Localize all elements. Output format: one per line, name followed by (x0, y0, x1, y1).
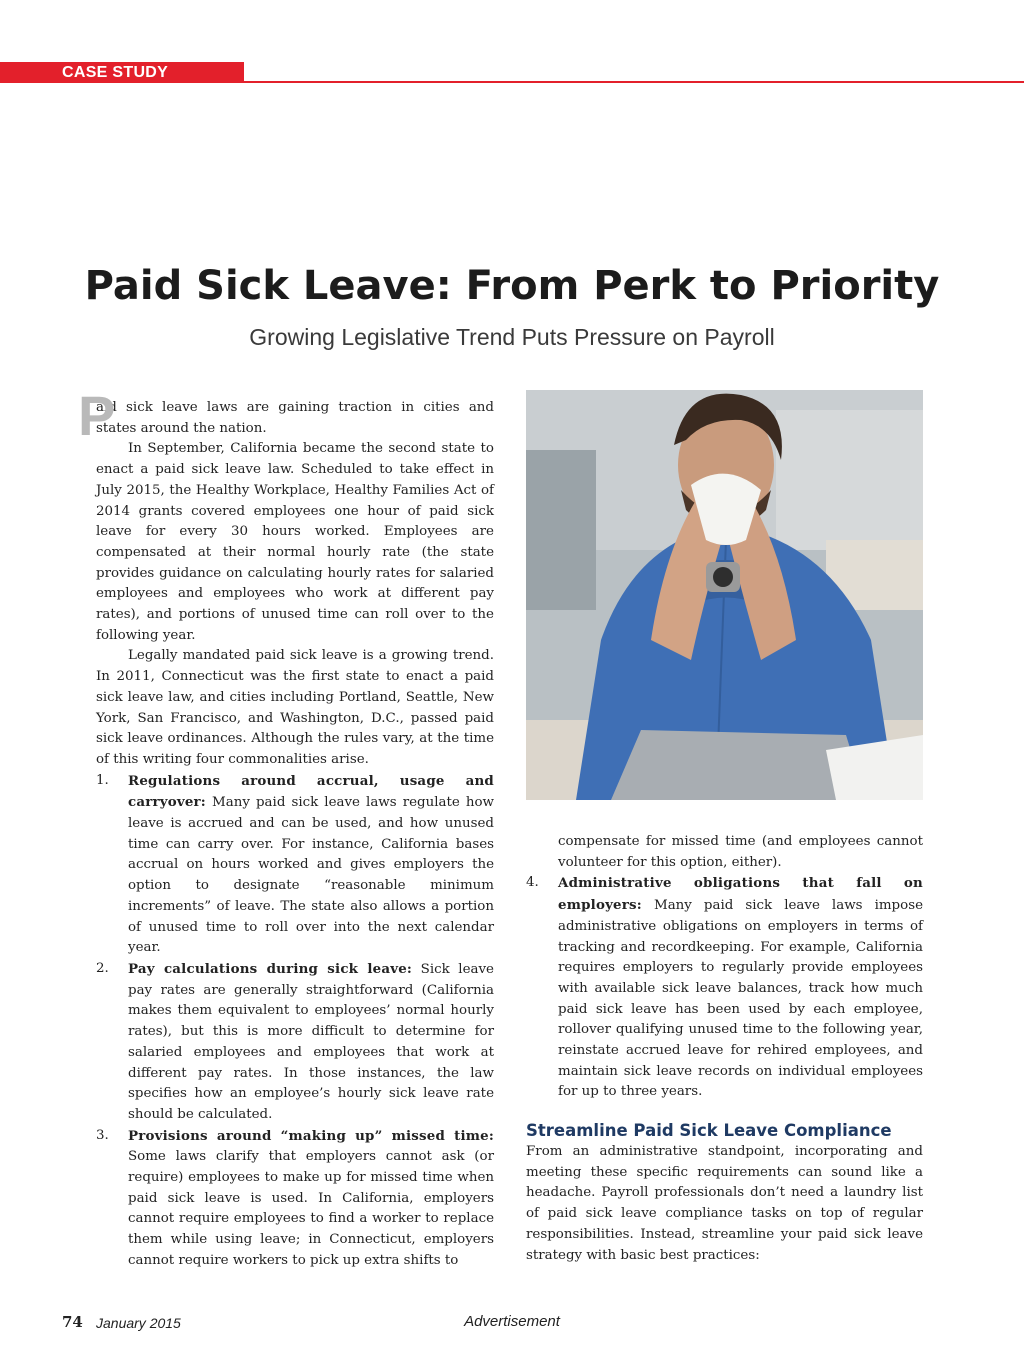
list-item-continued: compensate for missed time (and employees cannot volunteer for this option, either). (558, 834, 923, 870)
list-number: 2. (96, 960, 109, 976)
list-item-text: Some laws clarify that employers cannot ask (or require) employees to make up for missed time when paid sick leave is used. In California, employers cannot require employees to find a worker to replace them while using leave; in Connecticut, employers cannot require workers to pick up extra shifts to (128, 1149, 494, 1268)
list-item-heading: Pay calculations during sick leave: (128, 960, 413, 977)
section-heading: Streamline Paid Sick Leave Compliance (526, 1121, 892, 1140)
issue-date: January 2015 (96, 1315, 181, 1331)
paragraph: From an administrative standpoint, incorporating and meeting these specific requirements can sound like a headache. Payroll professionals don’t need a laundry list of paid sick leave compliance tasks on top of regular responsibilities. Instead, streamline your paid sick leave strategy with basic best practices: (526, 1144, 923, 1263)
list-item-heading: Administrative obligations that fall on employers: (558, 875, 923, 914)
list-item (96, 771, 494, 959)
paragraph: Legally mandated paid sick leave is a growing trend. In 2011, Connecticut was the first state to enact a paid sick leave law, and cities including Portland, Seattle, New York, San Francisco, and Washington, D.C., passed paid sick leave ordinances. Although the rules vary, at the time of this writing four commonalities arise. (96, 648, 494, 767)
list-item (96, 959, 494, 1126)
commonalities-list (96, 771, 494, 1272)
intro-text: aid sick leave laws are gaining traction in cities and states around the nation. (96, 400, 494, 436)
list-item-text: Many paid sick leave laws regulate how leave is accrued and can be used, and how unused time can carry over. For instance, California bases accrual on hours worked and gives employers the option to designate “reasonable minimum increments” of leave. The state also allows a portion of unused time to roll over into the next calendar year. (128, 795, 495, 956)
list-number: 3. (96, 1127, 109, 1143)
right-column-bottom (526, 1142, 923, 1266)
list-item (526, 873, 923, 1103)
article-subtitle: Growing Legislative Trend Puts Pressure on Payroll (249, 324, 775, 350)
section-label: CASE STUDY (62, 64, 169, 81)
right-column-top (526, 832, 923, 1103)
drop-cap: P (78, 384, 116, 447)
list-item-text: Sick leave pay rates are generally straightforward (California makes them equivalent to employees’ normal hourly rates), but this is more difficult to determine for salaried employees and employees that work at different pay rates. In those instances, the law specifies how an employee’s hourly sick leave rate should be calculated. (128, 961, 494, 1122)
left-column (78, 384, 495, 1272)
advertisement-label: Advertisement (464, 1313, 560, 1330)
paragraph: In September, California became the second state to enact a paid sick leave law. Scheduled to take effect in July 2015, the Healthy Workplace, Healthy Families Act of 2014 grants covered employees one hour of paid sick leave for every 30 hours worked. Employees are compensated at their normal hourly rate (the state provides guidance on calculating hourly rates for salaried employees and employees who work at different pay rates), and portions of unused time can roll over to the following year. (96, 441, 494, 643)
list-item (96, 1126, 494, 1272)
list-item-text: Many paid sick leave laws impose administrative obligations on employers in terms of tracking and recordkeeping. For example, California requires employers to regularly provide employees with available sick leave balances, track how much paid sick leave has been used by each employee, rollover qualifying unused time to the following year, reinstate accrued leave for rehired employees, and maintain sick leave records on individual employees for up to three years. (558, 898, 923, 1100)
list-number: 4. (526, 875, 539, 891)
list-item-heading: Regulations around accrual, usage and carryover: (128, 772, 494, 811)
list-item-heading: Provisions around “making up” missed time: (128, 1127, 494, 1144)
article-title: Paid Sick Leave: From Perk to Priority (84, 263, 940, 309)
list-number: 1. (96, 772, 109, 788)
page-number: 74 (62, 1313, 83, 1331)
sneezing-man-photo (526, 390, 923, 800)
header-rule (244, 81, 1024, 83)
intro-paragraph (78, 384, 494, 447)
